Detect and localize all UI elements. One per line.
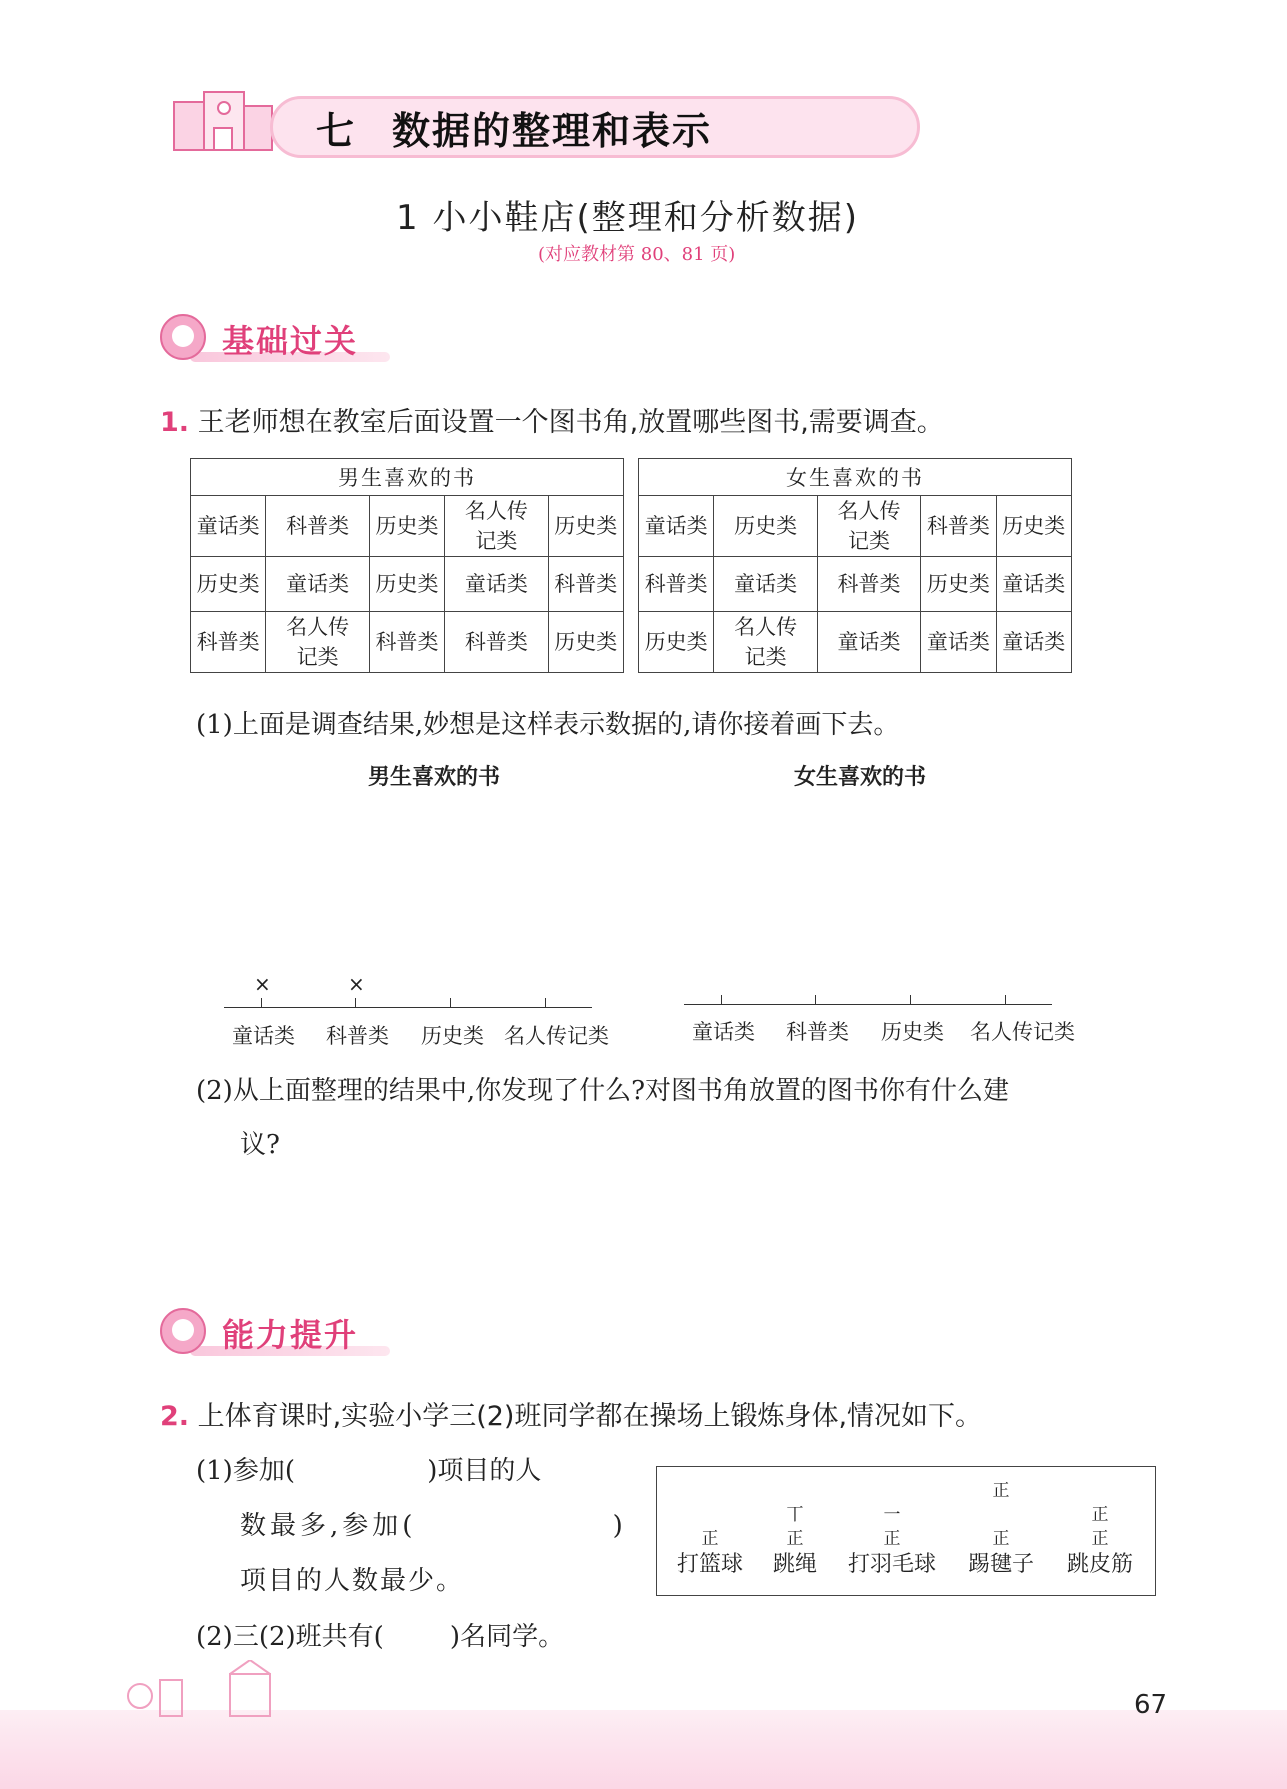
chart-x-mark: ×	[254, 972, 271, 996]
cartoon-badge-icon	[160, 1308, 206, 1354]
q1-part2-line1: (2)从上面整理的结果中,你发现了什么?对图书角放置的图书你有什么建	[196, 1076, 1010, 1106]
table-cell: 历史类	[369, 557, 444, 612]
table-cell: 童话类	[445, 557, 548, 612]
girls-chart-category: 科普类	[786, 1020, 849, 1044]
tally-mark: 一	[883, 1505, 901, 1525]
chapter-title-text: 数据的整理和表示	[392, 109, 713, 153]
tally-mark: 正	[992, 1481, 1010, 1501]
boys-chart-category: 童话类	[232, 1024, 295, 1048]
footer-band	[0, 1710, 1287, 1789]
tally-mark	[755, 1479, 835, 1503]
axis-tick	[815, 995, 816, 1004]
table-cell: 童话类	[817, 612, 920, 673]
table-row	[191, 557, 624, 612]
boys-chart-title: 男生喜欢的书	[368, 765, 501, 790]
tally-column	[755, 1479, 835, 1579]
q2-text	[160, 1394, 982, 1433]
girls-chart-title: 女生喜欢的书	[794, 765, 927, 790]
table-cell: 童话类	[639, 496, 714, 557]
tally-label: 打篮球	[676, 1552, 743, 1577]
axis-tick	[450, 998, 451, 1007]
tally-mark: 正	[1091, 1505, 1109, 1525]
section-title: 1 小小鞋店(整理和分析数据)	[396, 198, 859, 238]
boys-chart-axis	[224, 1007, 592, 1008]
table-cell: 历史类	[921, 557, 996, 612]
chapter-title	[316, 100, 712, 155]
page-number: 67	[1134, 1690, 1168, 1720]
table-cell: 历史类	[369, 496, 444, 557]
table-cell: 名人传记类	[266, 612, 369, 673]
table-cell: 童话类	[996, 612, 1071, 673]
q1-part2-line2: 议?	[240, 1130, 280, 1160]
table-cell: 童话类	[714, 557, 817, 612]
tally-mark: 正	[786, 1529, 804, 1549]
table-cell: 科普类	[266, 496, 369, 557]
tally-column	[665, 1479, 755, 1579]
table-cell: 历史类	[191, 557, 266, 612]
boys-table-title: 男生喜欢的书	[191, 459, 624, 496]
table-row	[639, 612, 1072, 673]
axis-tick	[545, 998, 546, 1007]
q1-part1: (1)上面是调查结果,妙想是这样表示数据的,请你接着画下去。	[196, 710, 900, 740]
tally-mark: 正	[1091, 1529, 1109, 1549]
q2-question: 上体育课时,实验小学三(2)班同学都在操场上锻炼身体,情况如下。	[197, 1401, 983, 1432]
table-cell: 科普类	[191, 612, 266, 673]
table-cell: 历史类	[639, 612, 714, 673]
q2-part1-line1: (1)参加( )项目的人	[196, 1456, 542, 1486]
table-cell: 历史类	[996, 496, 1071, 557]
girls-chart-category: 历史类	[881, 1020, 944, 1044]
tally-mark	[953, 1503, 1049, 1527]
axis-tick	[910, 995, 911, 1004]
table-cell: 童话类	[921, 612, 996, 673]
tally-mark	[665, 1503, 755, 1527]
table-cell: 童话类	[996, 557, 1071, 612]
q1-number: 1.	[160, 407, 190, 438]
level-label-basic: 基础过关	[222, 322, 359, 360]
tally-label: 打羽毛球	[847, 1552, 936, 1577]
girls-chart-category: 名人传记类	[970, 1020, 1075, 1044]
table-cell: 历史类	[548, 612, 623, 673]
tally-column	[1055, 1479, 1145, 1579]
q1-text	[160, 400, 944, 439]
tally-mark	[1055, 1479, 1145, 1503]
table-cell: 名人传记类	[714, 612, 817, 673]
axis-tick	[355, 998, 356, 1007]
cartoon-badge-icon	[160, 314, 206, 360]
table-cell: 历史类	[714, 496, 817, 557]
tally-mark	[665, 1479, 755, 1503]
table-row	[639, 557, 1072, 612]
table-cell: 科普类	[921, 496, 996, 557]
tally-mark: 正	[992, 1529, 1010, 1549]
level-head-basic	[160, 312, 400, 362]
table-cell: 科普类	[445, 612, 548, 673]
axis-tick	[1005, 995, 1006, 1004]
town-illustration-icon	[120, 1660, 320, 1720]
tally-mark: 丅	[786, 1505, 804, 1525]
chart-x-mark: ×	[348, 972, 365, 996]
girls-table-title: 女生喜欢的书	[639, 459, 1072, 496]
tally-box	[656, 1466, 1156, 1596]
boys-chart-category: 名人传记类	[504, 1024, 609, 1048]
tally-mark: 正	[883, 1529, 901, 1549]
tally-mark	[837, 1479, 947, 1503]
table-cell: 童话类	[266, 557, 369, 612]
q2-part1-line2: 数最多,参加( )	[240, 1511, 627, 1541]
chapter-number: 七	[316, 109, 357, 153]
table-cell: 科普类	[369, 612, 444, 673]
table-cell: 历史类	[548, 496, 623, 557]
table-cell: 童话类	[191, 496, 266, 557]
girls-survey-table	[638, 458, 1072, 673]
table-cell: 名人传记类	[817, 496, 920, 557]
girls-chart-axis	[684, 1004, 1052, 1005]
boys-chart-category: 历史类	[421, 1024, 484, 1048]
q1-question: 王老师想在教室后面设置一个图书角,放置哪些图书,需要调查。	[197, 407, 944, 438]
tally-column	[837, 1479, 947, 1579]
table-row	[639, 496, 1072, 557]
axis-tick	[261, 998, 262, 1007]
boys-survey-table	[190, 458, 624, 673]
table-cell: 科普类	[817, 557, 920, 612]
table-cell: 科普类	[548, 557, 623, 612]
table-row	[191, 496, 624, 557]
tally-mark: 正	[701, 1529, 719, 1549]
q2-number: 2.	[160, 1401, 190, 1432]
tally-column	[953, 1479, 1049, 1579]
table-cell: 科普类	[639, 557, 714, 612]
section-reference: (对应教材第 80、81 页)	[538, 244, 736, 265]
boys-chart-category: 科普类	[326, 1024, 389, 1048]
girls-chart-category: 童话类	[692, 1020, 755, 1044]
tally-label: 跳皮筋	[1066, 1552, 1133, 1577]
table-row	[191, 612, 624, 673]
axis-tick	[721, 995, 722, 1004]
tally-label: 跳绳	[772, 1552, 817, 1577]
tally-label: 踢毽子	[967, 1552, 1034, 1577]
table-cell: 名人传记类	[445, 496, 548, 557]
q2-part2: (2)三(2)班共有( )名同学。	[196, 1622, 565, 1652]
level-label-advanced: 能力提升	[222, 1316, 359, 1354]
q2-part1-line3: 项目的人数最少。	[240, 1566, 465, 1596]
level-head-advanced	[160, 1306, 400, 1356]
